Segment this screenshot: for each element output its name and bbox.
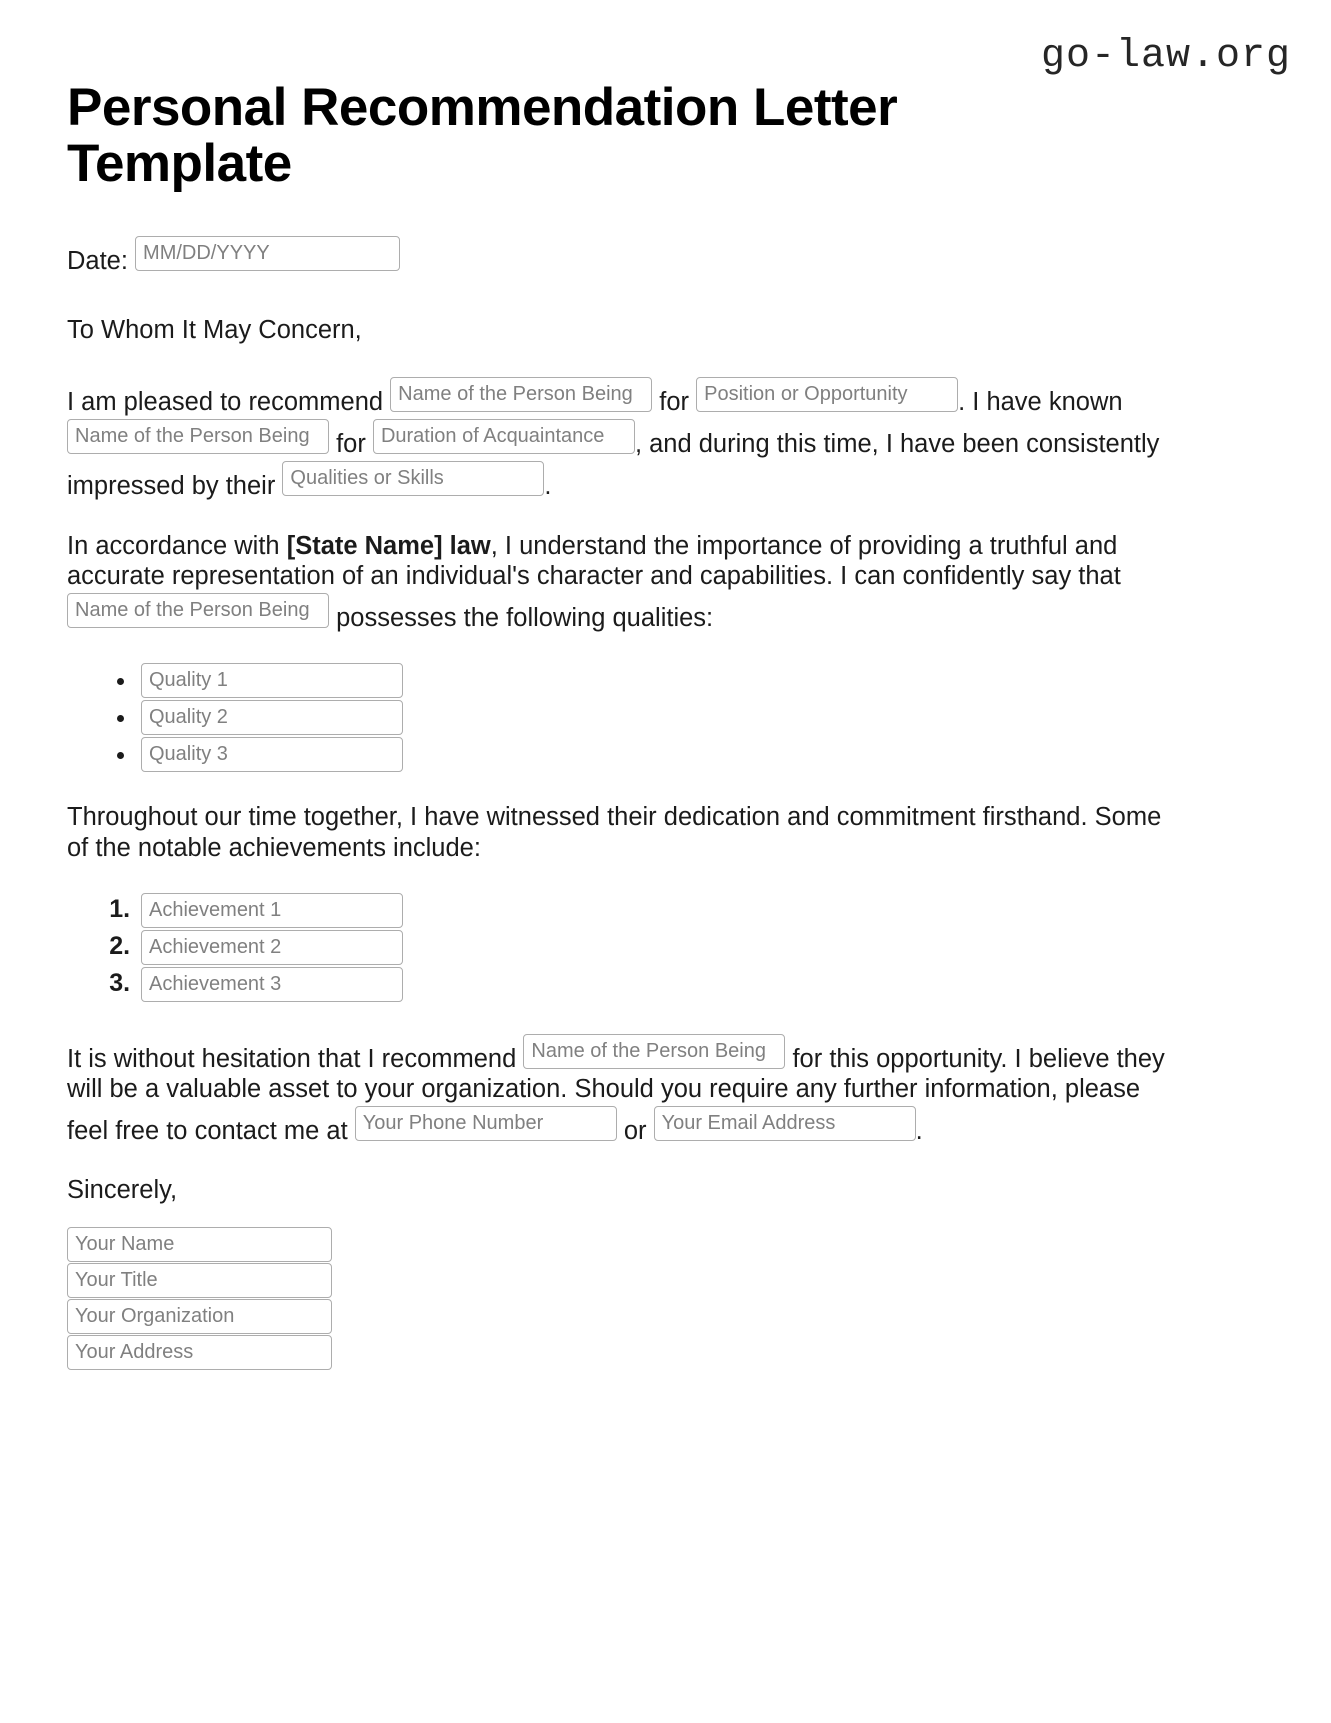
position-input[interactable]: Position or Opportunity [696,377,958,412]
quality-input-2[interactable]: Quality 2 [141,700,403,735]
quality-input-3[interactable]: Quality 3 [141,737,403,772]
achievements-list [67,893,1177,1002]
signature-block [67,1227,1177,1370]
date-row [67,234,1177,277]
sincerely-text: Sincerely, [67,1175,178,1204]
list-item [137,967,1177,1002]
list-item [137,893,1177,928]
page-title: Personal Recommendation Letter Template [67,78,898,194]
achievement-input-3[interactable]: Achievement 3 [141,967,403,1002]
your-title-input[interactable]: Your Title [67,1263,332,1298]
duration-input[interactable]: Duration of Acquaintance [373,419,635,454]
person-name-input-1[interactable]: Name of the Person Being [390,377,652,412]
para1-segment-1: I am pleased to recommend [67,388,391,417]
email-address-input[interactable]: Your Email Address [654,1106,916,1141]
your-organization-input[interactable]: Your Organization [67,1299,332,1334]
quality-input-1[interactable]: Quality 1 [141,663,403,698]
document-content [67,80,1177,1371]
your-address-input[interactable]: Your Address [67,1335,332,1370]
para4-segment-2: for this opportunity. I believe they will be a valuable asset to your organization. Should you require any further information, please feel free to contact me at [67,1044,1165,1145]
site-brand-logo: go-law.org [1040,34,1291,79]
list-item [137,663,1177,698]
para1-segment-2: for [652,388,697,417]
list-item [137,700,1177,735]
para1-segment-6: . [544,472,552,501]
para4-segment-1: It is without hesitation that I recommend [67,1044,524,1073]
list-item [137,930,1177,965]
para2-segment-3: possesses the following qualities: [329,604,714,633]
achievement-input-1[interactable]: Achievement 1 [141,893,403,928]
para1-segment-3: . I have known [958,388,1123,417]
para4-segment-4: . [915,1116,923,1145]
paragraph-state-law [67,531,1177,633]
date-input[interactable]: MM/DD/YYYY [135,236,400,271]
paragraph-recommendation [67,375,1177,501]
phone-number-input[interactable]: Your Phone Number [355,1106,617,1141]
paragraph-achievements-intro: Throughout our time together, I have witnessed their dedication and commitment firsthand. Some of the notable achievements include: [67,803,1162,862]
person-name-input-2[interactable]: Name of the Person Being [67,419,329,454]
salutation-text: To Whom It May Concern, [67,315,362,344]
your-name-input[interactable]: Your Name [67,1227,332,1262]
state-name-law-bold: [State Name] law [286,532,491,561]
para2-segment-2: , I understand the importance of providing a truthful and accurate representation of an individual's character and capabilities. I can confidently say that [67,532,1121,591]
date-label: Date: [67,247,128,276]
para1-segment-4: for [329,430,373,459]
qualities-list [67,663,1177,772]
para2-segment-1: In accordance with [67,532,287,561]
achievement-input-2[interactable]: Achievement 2 [141,930,403,965]
para4-segment-3: or [616,1116,654,1145]
qualities-skills-input[interactable]: Qualities or Skills [282,461,544,496]
paragraph-closing-recommendation [67,1032,1177,1146]
person-name-input-3[interactable]: Name of the Person Being [67,593,329,628]
person-name-input-4[interactable]: Name of the Person Being [523,1034,785,1069]
para1-segment-5: , and during this time, I have been consistently impressed by their [67,430,1160,501]
list-item [137,737,1177,772]
